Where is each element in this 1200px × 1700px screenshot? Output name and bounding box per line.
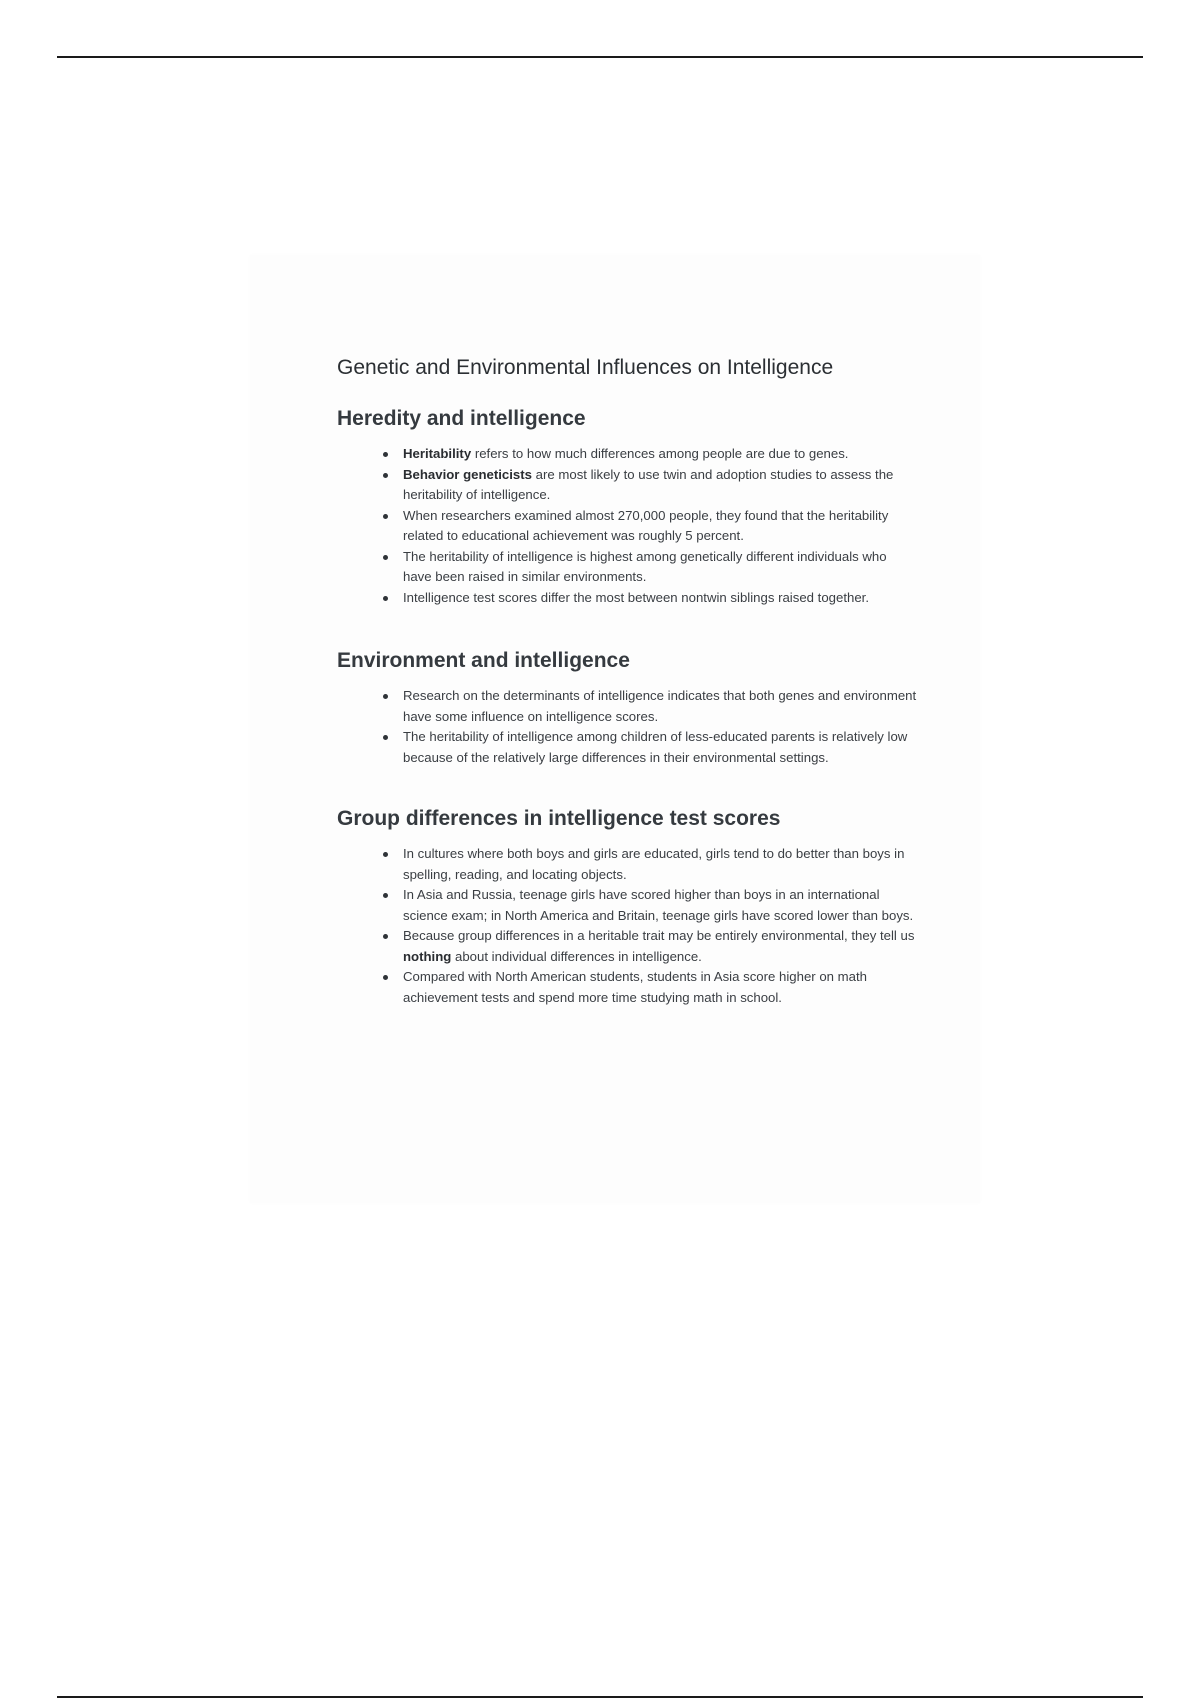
bullet-icon <box>383 514 388 519</box>
list-item <box>403 588 917 609</box>
list-item-text: about individual differences in intelligence. <box>451 948 702 964</box>
section-heading-heredity: Heredity and intelligence <box>337 407 586 430</box>
bullet-icon <box>383 555 388 560</box>
list-item-text: The heritability of intelligence among children of less-educated parents is relatively low because of the relatively large differences in their environmental settings. <box>403 729 908 765</box>
list-item-text: refers to how much differences among people are due to genes. <box>471 446 849 461</box>
bullet-icon <box>383 975 388 980</box>
list-item <box>403 547 917 588</box>
list-item <box>403 967 917 1008</box>
list-item <box>403 885 917 926</box>
bullet-list-heredity <box>337 444 917 608</box>
list-item <box>403 844 917 885</box>
bold-term: Heritability <box>403 446 472 461</box>
bullet-icon <box>383 893 388 898</box>
list-item <box>403 506 917 547</box>
bullet-icon <box>383 735 388 740</box>
bullet-icon <box>383 852 388 857</box>
section-heading-group-differences: Group differences in intelligence test scores <box>337 807 781 830</box>
bold-term: Behavior geneticists <box>403 466 532 482</box>
list-item <box>403 465 917 506</box>
list-item-text: Compared with North American students, students in Asia score higher on math achievement tests and spend more time studying math in school. <box>403 969 867 1005</box>
list-item-text: Because group differences in a heritable trait may be entirely environmental, they tell us <box>403 928 915 943</box>
section-heading-environment: Environment and intelligence <box>337 649 630 672</box>
bullet-icon <box>383 934 388 939</box>
bullet-icon <box>383 473 388 478</box>
bullet-icon <box>383 694 388 699</box>
document-content <box>337 352 917 1008</box>
bullet-icon <box>383 596 388 601</box>
list-item-text: When researchers examined almost 270,000 people, they found that the heritability related to educational achievement was roughly 5 percent. <box>403 507 889 543</box>
list-item-text: In cultures where both boys and girls are educated, girls tend to do better than boys in spelling, reading, and locating objects. <box>403 846 905 882</box>
bullet-list-group-differences <box>337 844 917 1008</box>
bullet-icon <box>383 452 388 457</box>
list-item <box>403 444 917 465</box>
list-item-text: are most likely to use twin and adoption studies to assess the heritability of intelligence. <box>403 466 894 502</box>
list-item <box>403 686 917 727</box>
document-title: Genetic and Environmental Influences on Intelligence <box>337 356 834 379</box>
list-item-text: In Asia and Russia, teenage girls have scored higher than boys in an international science exam; in North America and Britain, teenage girls have scored lower than boys. <box>403 887 914 923</box>
top-rule <box>57 56 1143 58</box>
list-item-text: Intelligence test scores differ the most between nontwin siblings raised together. <box>403 589 869 605</box>
list-item <box>403 926 917 967</box>
list-item-text: Research on the determinants of intelligence indicates that both genes and environment have some influence on intelligence scores. <box>403 688 917 724</box>
list-item <box>403 727 917 768</box>
bullet-list-environment <box>337 686 917 768</box>
list-item-text: The heritability of intelligence is highest among genetically different individuals who have been raised in similar environments. <box>403 548 887 584</box>
bottom-rule <box>57 1696 1143 1698</box>
bold-term: nothing <box>403 948 452 964</box>
